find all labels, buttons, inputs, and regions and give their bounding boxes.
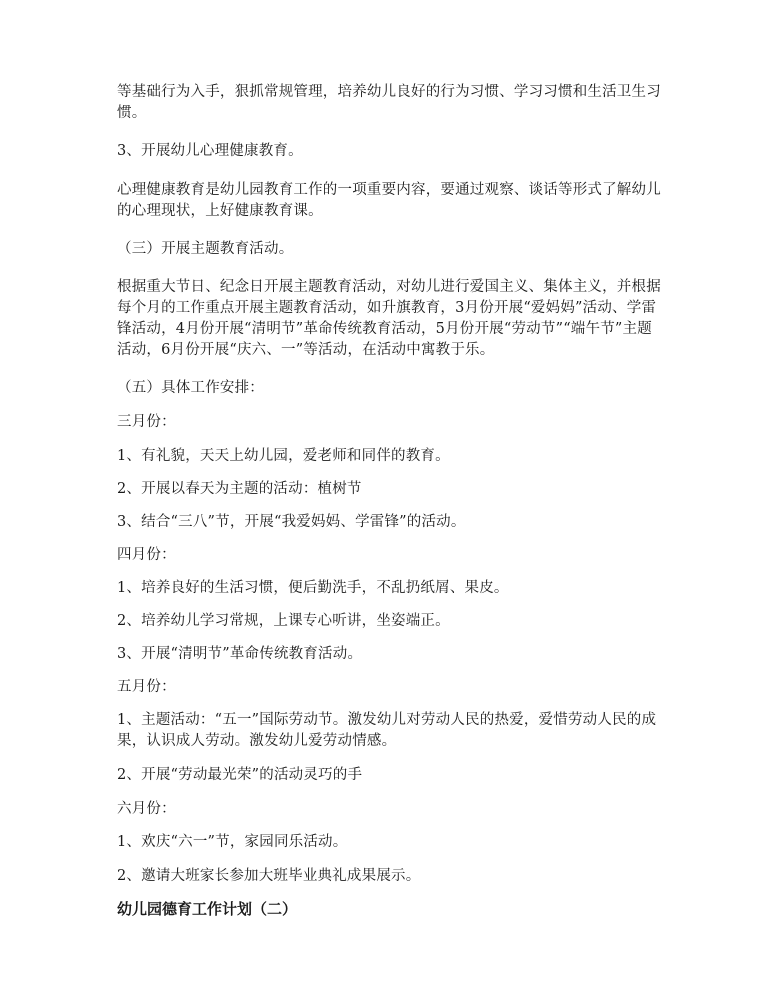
paragraph-march-item-2: 2、开展以春天为主题的活动：植树节 bbox=[117, 481, 362, 497]
section-heading: 幼儿园德育工作计划（二） bbox=[117, 900, 298, 918]
paragraph-may: 五月份： bbox=[117, 679, 176, 695]
paragraph-june: 六月份： bbox=[117, 801, 176, 817]
paragraph-theme-activities-body: 根据重大节日、纪念日开展主题教育活动，对幼儿进行爱国主义、集体主义，并根据每个月的工作重点开展主题教育活动，如升旗教育，3月份开展“爱妈妈”活动、学雷锋活动，4月份开展“清明节”革命传统教育活动，5月份开展“劳动节”“端午节”主题活动，6月份开展“庆六、一”等活动，在活动中寓教于乐。 bbox=[117, 279, 661, 358]
paragraph-work-arrangement: （五）具体工作安排： bbox=[117, 380, 264, 396]
paragraph-theme-activities-title: （三）开展主题教育活动。 bbox=[117, 241, 294, 257]
paragraph-june-item-1: 1、欢庆“六一”节，家园同乐活动。 bbox=[117, 834, 348, 850]
paragraph-march-item-3: 3、结合“三八”节，开展“我爱妈妈、学雷锋”的活动。 bbox=[117, 514, 466, 530]
paragraph-may-item-1: 1、主题活动：“五一”国际劳动节。激发幼儿对劳动人民的热爱，爱惜劳动人民的成果，认识成人劳动。激发幼儿爱劳动情感。 bbox=[117, 712, 657, 749]
paragraph-march-item-1: 1、有礼貌，天天上幼儿园，爱老师和同伴的教育。 bbox=[117, 448, 450, 464]
paragraph-mental-health-body: 心理健康教育是幼儿园教育工作的一项重要内容，要通过观察、谈话等形式了解幼儿的心理现状，上好健康教育课。 bbox=[117, 182, 661, 219]
paragraph-may-item-2: 2、开展“劳动最光荣”的活动灵巧的手 bbox=[117, 767, 363, 783]
paragraph-april-item-1: 1、培养良好的生活习惯，便后勤洗手，不乱扔纸屑、果皮。 bbox=[117, 580, 509, 596]
paragraph-april: 四月份： bbox=[117, 547, 176, 563]
paragraph-april-item-3: 3、开展“清明节”革命传统教育活动。 bbox=[117, 646, 363, 662]
paragraph-behavior-habits: 等基础行为入手，狠抓常规管理，培养幼儿良好的行为习惯、学习习惯和生活卫生习惯。 bbox=[117, 84, 661, 121]
paragraph-march: 三月份： bbox=[117, 414, 176, 430]
document-page bbox=[117, 82, 662, 920]
paragraph-june-item-2: 2、邀请大班家长参加大班毕业典礼成果展示。 bbox=[117, 868, 421, 884]
paragraph-april-item-2: 2、培养幼儿学习常规，上课专心听讲，坐姿端正。 bbox=[117, 613, 450, 629]
paragraph-mental-health-title: 3、开展幼儿心理健康教育。 bbox=[117, 143, 303, 159]
